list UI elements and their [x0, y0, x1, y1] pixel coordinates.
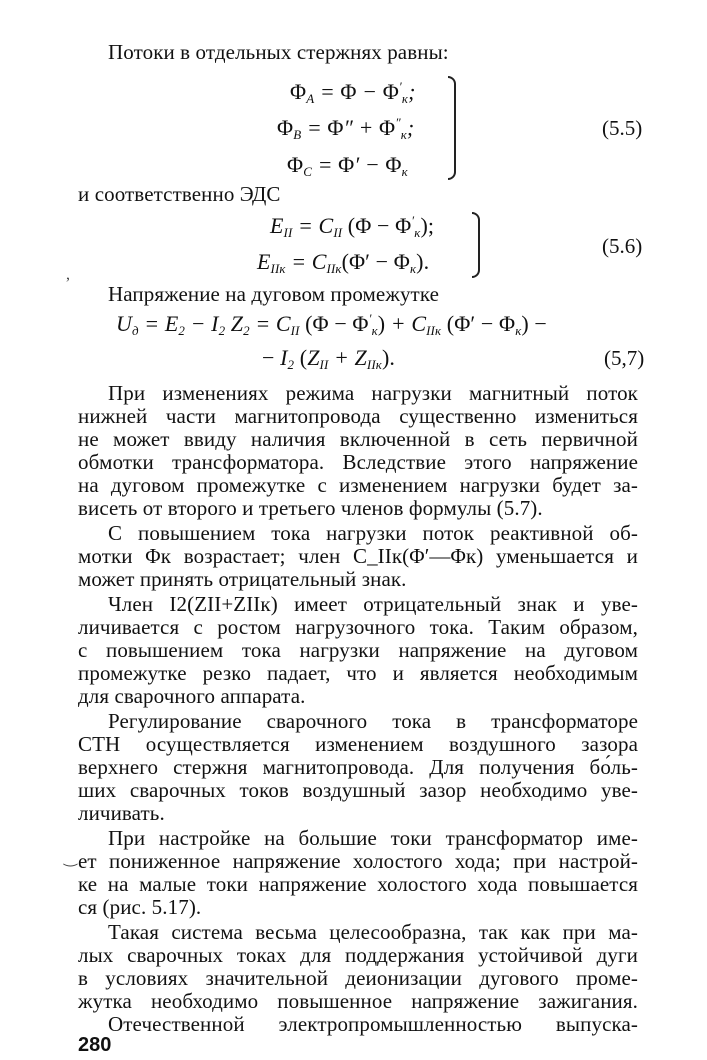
equation-5-5-line-2: $\Phi_B = \Phi'' + \Phi''_к$;: [277, 115, 415, 142]
intro-text: Потоки в отдельных стержнях равны:: [108, 40, 449, 64]
paragraph-2-line: мотки Φк возрастает; член C_IIк(Φ′—Φк) уменьшается и: [78, 544, 638, 568]
paragraph-5-line: При настройке на большие токи трансформатор име-: [108, 826, 638, 850]
equation-5-7-line-1: $U_д = E_2 - I_2$ $Z_2 = C_{II}$ $(\Phi - \Phi'_к) + C_{IIк}$ $(\Phi' - \Phi_к)$ −: [116, 311, 547, 338]
paragraph-7-line: Отечественной электропромышленностью выпуска-: [108, 1012, 638, 1036]
paragraph-3-line: с повышением тока нагрузки напряжение на дуговом: [78, 638, 638, 662]
paragraph-2-line: С повышением тока нагрузки поток реактивной об-: [108, 521, 638, 545]
paragraph-2-line: может принять отрицательный знак.: [78, 567, 407, 591]
paragraph-3-line: для сварочного аппарата.: [78, 684, 306, 708]
equation-5-6-number: (5.6): [602, 234, 643, 258]
equation-5-5-number: (5.5): [602, 116, 643, 140]
equation-5-5-brace: [448, 76, 456, 180]
paragraph-3-line: личивается с ростом нагрузочного тока. Таким образом,: [78, 615, 638, 639]
equation-5-6-line-1: $E_{II} = C_{II}$ $(\Phi - \Phi'_к)$;: [270, 213, 435, 240]
paragraph-3-line: промежутке резко падает, что и является необходимым: [78, 661, 638, 685]
paragraph-5-line: ся (рис. 5.17).: [78, 895, 202, 919]
equation-5-5-line-3: $\Phi_C = \Phi' - \Phi_к$: [287, 152, 408, 179]
paragraph-6-line: лых сварочных токах для поддержания устойчивой дуги: [78, 943, 638, 967]
page-number: 280: [78, 1034, 112, 1056]
paragraph-4-line: СТН осуществляется изменением воздушного зазора: [78, 732, 638, 756]
equation-5-6-brace: [472, 212, 480, 278]
margin-mark: ,: [66, 266, 70, 283]
paragraph-4-line: Регулирование сварочного тока в трансформаторе: [108, 709, 638, 733]
paragraph-6-line: Такая система весьма целесообразна, так как при ма-: [108, 920, 638, 944]
paragraph-6-line: жутка необходимо повышенное напряжение зажигания.: [78, 989, 638, 1013]
paragraph-1-line: При изменениях режима нагрузки магнитный поток: [108, 381, 638, 405]
paragraph-4-line: личивать.: [78, 801, 165, 825]
equation-5-6-line-2: $E_{IIк} = C_{IIк}(\Phi' - \Phi_к)$.: [257, 249, 430, 276]
equation-5-7-line-2: − $I_2$ $(Z_{II} + Z_{IIк})$.: [262, 345, 395, 372]
equation-5-5-line-1: $\Phi_A = \Phi - \Phi'_к$;: [290, 79, 416, 106]
paragraph-5-line: ке на малые токи напряжение холостого хода повышается: [78, 872, 638, 896]
margin-mark: ‿: [64, 850, 77, 867]
paragraph-1-line: не может ввиду наличия включенной в сеть первичной: [78, 427, 638, 451]
paragraph-1-line: нижней части магнитопровода существенно измениться: [78, 404, 638, 428]
voltage-intro-text: Напряжение на дуговом промежутке: [108, 282, 440, 306]
paragraph-6-line: в условиях значительной деионизации дугового проме-: [78, 966, 638, 990]
paragraph-5-line: ет пониженное напряжение холостого хода; при настрой-: [78, 849, 638, 873]
paragraph-1-line: висеть от второго и третьего членов формулы (5.7).: [78, 496, 543, 520]
paragraph-1-line: на дуговом промежутке с изменением нагрузки будет за-: [78, 473, 638, 497]
paragraph-4-line: верхнего стержня магнитопровода. Для получения бо́ль-: [78, 755, 638, 779]
emf-intro-text: и соответственно ЭДС: [78, 182, 281, 206]
paragraph-3-line: Член I2(ZII+ZIIк) имеет отрицательный знак и уве-: [108, 592, 638, 616]
paragraph-1-line: обмотки трансформатора. Вследствие этого напряжение: [78, 450, 638, 474]
equation-5-7-number: (5,7): [604, 346, 645, 370]
paragraph-4-line: ших сварочных токов воздушный зазор необходимо уве-: [78, 778, 638, 802]
